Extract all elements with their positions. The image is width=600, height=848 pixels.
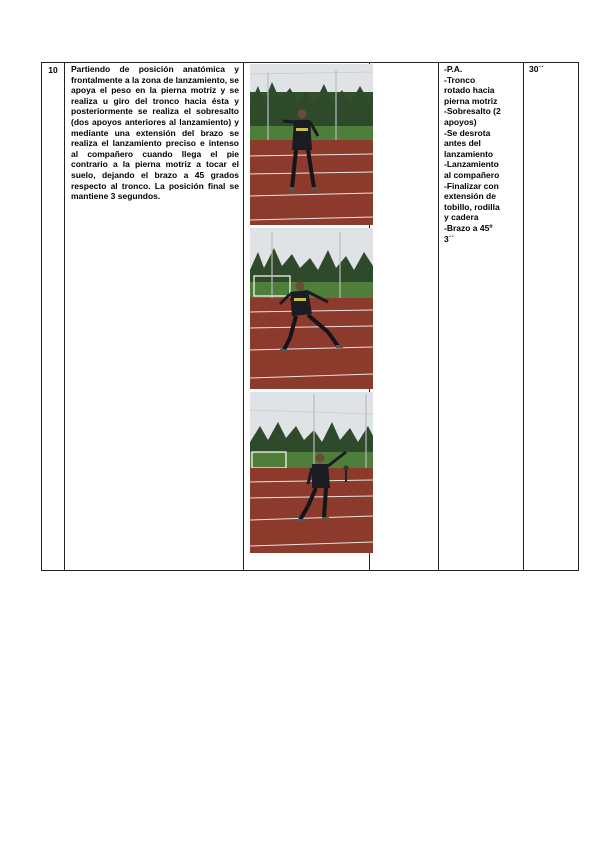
criteria-line: -Tronco <box>444 74 476 85</box>
criteria-line: 3´´ <box>444 233 455 244</box>
criteria-line: y cadera <box>444 212 479 223</box>
exercise-criteria <box>439 63 524 571</box>
exercise-table <box>41 62 579 571</box>
photo-2-jump <box>250 228 373 389</box>
criteria-line: -Se desrota <box>444 127 491 138</box>
criteria-line: -Finalizar con <box>444 180 499 191</box>
exercise-photos <box>244 63 370 571</box>
exercise-row <box>42 63 579 571</box>
criteria-line: pierna motriz <box>444 95 498 106</box>
criteria-line: extensión de <box>444 191 496 202</box>
criteria-line: tobillo, rodilla <box>444 201 500 212</box>
criteria-line: lanzamiento <box>444 148 494 159</box>
criteria-line: -Lanzamiento <box>444 159 499 170</box>
criteria-line: antes del <box>444 138 481 149</box>
criteria-line: -Brazo a 45º <box>444 222 493 233</box>
photo-3-throw <box>250 392 373 553</box>
criteria-line: apoyos) <box>444 116 477 127</box>
empty-column <box>370 63 439 571</box>
criteria-line: -Sobresalto (2 <box>444 106 501 117</box>
photo-1-stance <box>250 64 373 225</box>
exercise-number: 10 <box>42 63 65 571</box>
exercise-duration: 30´´ <box>524 63 579 571</box>
exercise-description: Partiendo de posición anatómica y frontalmente a la zona de lanzamiento, se apoya el peso en la pierna motriz y se realiza u giro del tronco hacia ésta y posteriormente se realiza el sobresalto (dos apoyos anteriores al lanzamiento) y mediante una extensión del brazo se realiza el lanzamiento preciso e intenso al compañero cuando llega el pie contrario a la pierna motriz a tocar el suelo, dejando el brazo a 45 grados respecto al tronco. La posición final se mantiene 3 segundos. <box>65 63 244 571</box>
criteria-line: al compañero <box>444 169 500 180</box>
criteria-line: -P.A. <box>444 64 463 74</box>
criteria-line: rotado hacia <box>444 85 495 96</box>
